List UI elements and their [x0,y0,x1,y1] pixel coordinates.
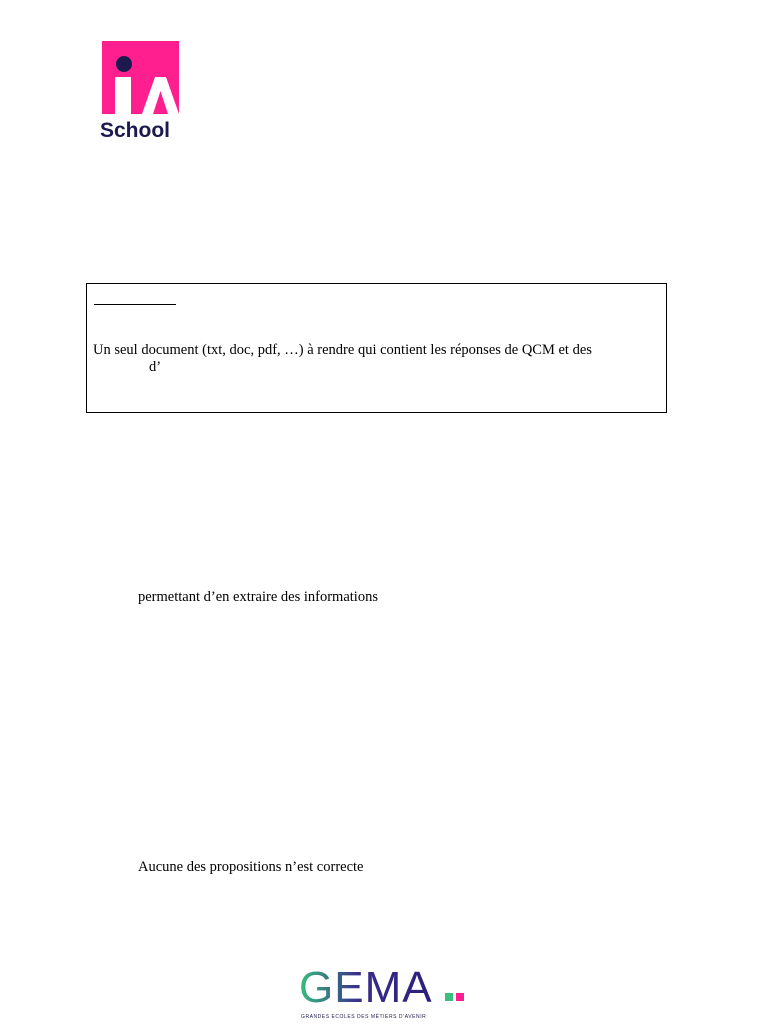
body-fragment-1: permettant d’en extraire des informations [138,589,378,605]
gema-green-square [445,993,453,1001]
ia-school-logo [100,41,180,141]
gema-pink-square [456,993,464,1001]
heading-underline [94,304,176,305]
instructions-line-1: Un seul document (txt, doc, pdf, …) à rendre qui contient les réponses de QCM et des [93,342,592,358]
instructions-line-2: d’ [149,359,162,375]
logo-school-text: School [100,119,171,141]
gema-tagline: GRANDES ECOLES DES MÉTIERS D’AVENIR [301,1014,427,1020]
body-fragment-2: Aucune des propositions n’est correcte [138,859,364,875]
instructions-box [86,283,667,413]
gema-brand-text: GEMA [299,963,433,1012]
gema-logo [299,963,471,1021]
